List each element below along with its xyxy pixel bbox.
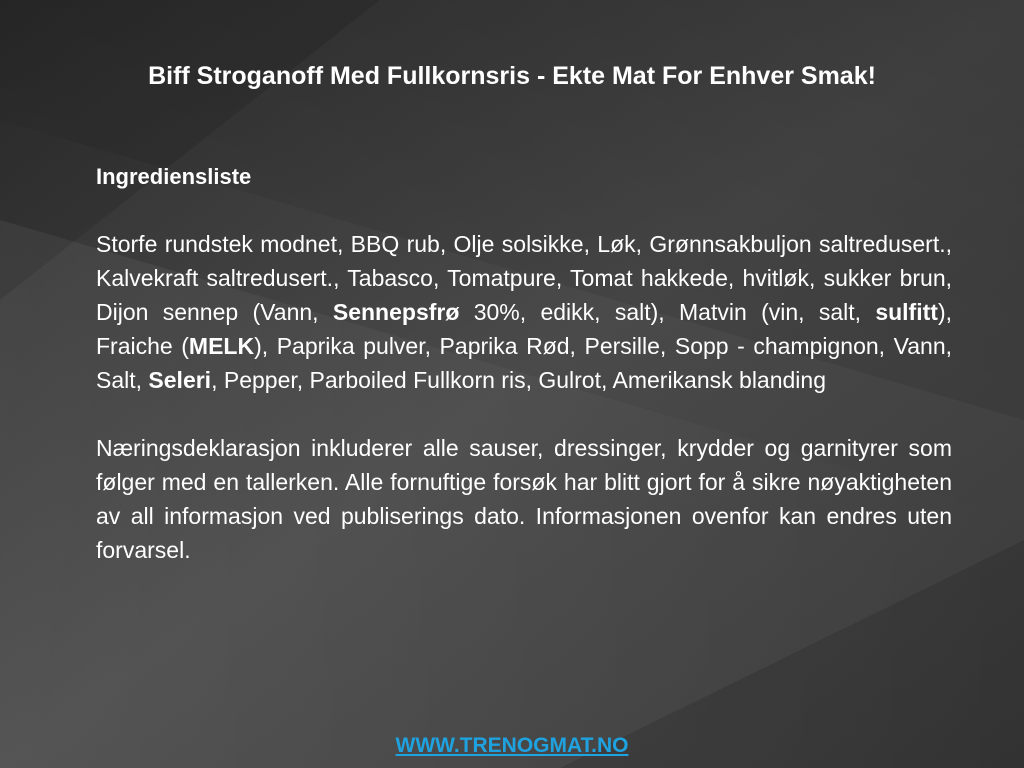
ingredients-heading: Ingrediensliste: [96, 164, 252, 189]
content-body: [96, 160, 952, 567]
page-title: Biff Stroganoff Med Fullkornsris - Ekte Mat For Enhver Smak!: [148, 62, 876, 90]
ingredient-text: ), Paprika pulver, Paprika Rød, Persille, Sopp - champignon, Vann, Salt,: [96, 333, 952, 393]
allergen-text: MELK: [188, 333, 255, 359]
nutrition-disclaimer: Næringsdeklarasjon inkluderer alle sauser, dressinger, krydder og garnityrer som følger med en tallerken. Alle fornuftige forsøk har blitt gjort for å sikre nøyaktigheten av all informasjon ved publiserings dato. Informasjonen ovenfor kan endres uten forvarsel.: [96, 435, 952, 563]
website-link[interactable]: WWW.TRENOGMAT.NO: [395, 734, 629, 757]
ingredient-text: 30%, edikk, salt), Matvin (vin, salt,: [459, 299, 876, 325]
allergen-text: Seleri: [148, 367, 212, 393]
allergen-text: Sennepsfrø: [332, 299, 460, 325]
ingredient-text: ), Fraiche (: [96, 299, 952, 359]
ingredients-list: [96, 227, 952, 397]
allergen-text: sulfitt: [875, 299, 938, 325]
ingredient-text: , Pepper, Parboiled Fullkorn ris, Gulrot, Amerikansk blanding: [211, 367, 826, 393]
ingredient-text: Storfe rundstek modnet, BBQ rub, Olje solsikke, Løk, Grønnsakbuljon saltredusert., Kalvekraft saltredusert., Tabasco, Tomatpure, Tomat hakkede, hvitløk, sukker brun, Dijon sennep (Vann,: [96, 231, 952, 325]
